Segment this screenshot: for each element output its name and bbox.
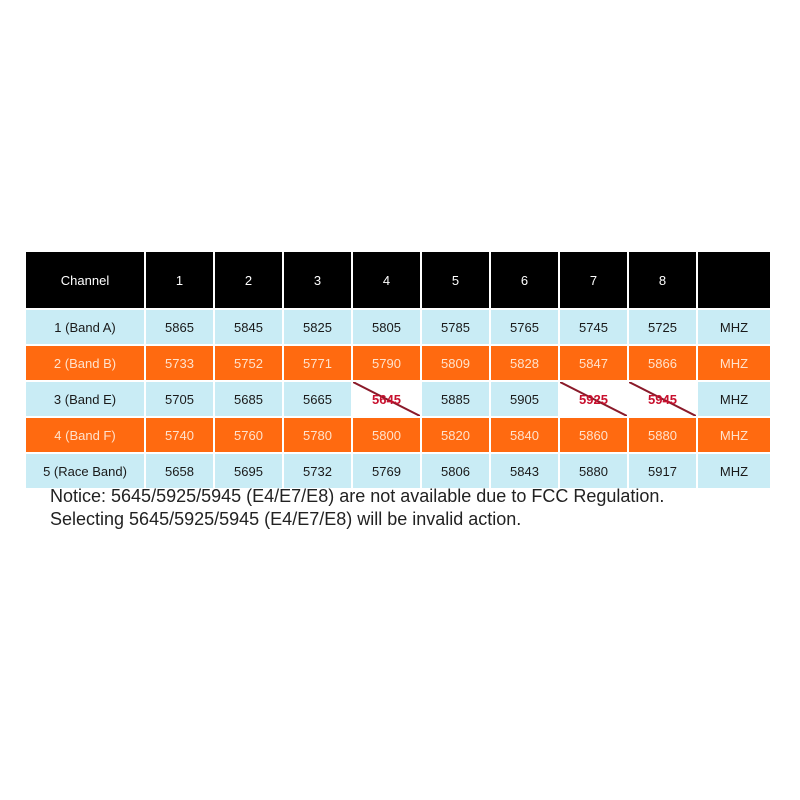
frequency-cell: 5880 — [628, 417, 697, 453]
header-cell — [697, 251, 771, 309]
frequency-cell: 5820 — [421, 417, 490, 453]
frequency-value: 5945 — [648, 391, 677, 407]
frequency-cell: 5880 — [559, 453, 628, 489]
unit-label: MHZ — [697, 453, 771, 489]
frequency-cell: 5828 — [490, 345, 559, 381]
frequency-cell: 5769 — [352, 453, 421, 489]
header-cell: 1 — [145, 251, 214, 309]
frequency-cell: 5843 — [490, 453, 559, 489]
table-row — [25, 453, 771, 489]
header-cell: 2 — [214, 251, 283, 309]
channel-frequency-table — [24, 250, 772, 490]
header-cell: 7 — [559, 251, 628, 309]
frequency-value: 5925 — [579, 391, 608, 407]
frequency-cell: 5765 — [490, 309, 559, 345]
frequency-cell: 5745 — [559, 309, 628, 345]
header-cell: 4 — [352, 251, 421, 309]
frequency-cell: 5740 — [145, 417, 214, 453]
frequency-cell: 5705 — [145, 381, 214, 417]
band-label: 2 (Band B) — [25, 345, 145, 381]
unit-label: MHZ — [697, 345, 771, 381]
frequency-cell: 5885 — [421, 381, 490, 417]
frequency-cell: 5825 — [283, 309, 352, 345]
frequency-cell: 5752 — [214, 345, 283, 381]
table-row — [25, 381, 771, 417]
frequency-cell: 5866 — [628, 345, 697, 381]
frequency-cell: 5665 — [283, 381, 352, 417]
frequency-value: 5645 — [372, 391, 401, 407]
fcc-notice — [50, 485, 664, 531]
header-cell: 6 — [490, 251, 559, 309]
notice-line-1: Notice: 5645/5925/5945 (E4/E7/E8) are not available due to FCC Regulation. — [50, 486, 665, 506]
table-row — [25, 309, 771, 345]
notice-line-2: Selecting 5645/5925/5945 (E4/E7/E8) will be invalid action. — [50, 509, 522, 529]
frequency-cell: 5806 — [421, 453, 490, 489]
frequency-cell: 5771 — [283, 345, 352, 381]
frequency-cell: 5790 — [352, 345, 421, 381]
table-header-row — [25, 251, 771, 309]
table-row — [25, 417, 771, 453]
band-label: 4 (Band F) — [25, 417, 145, 453]
invalid-frequency-cell — [559, 381, 628, 417]
band-label: 3 (Band E) — [25, 381, 145, 417]
invalid-frequency-cell — [352, 381, 421, 417]
frequency-cell: 5780 — [283, 417, 352, 453]
frequency-cell: 5805 — [352, 309, 421, 345]
frequency-cell: 5809 — [421, 345, 490, 381]
invalid-frequency-cell — [628, 381, 697, 417]
frequency-cell: 5785 — [421, 309, 490, 345]
header-cell: Channel — [25, 251, 145, 309]
band-label: 1 (Band A) — [25, 309, 145, 345]
frequency-cell: 5733 — [145, 345, 214, 381]
frequency-cell: 5658 — [145, 453, 214, 489]
frequency-cell: 5917 — [628, 453, 697, 489]
frequency-cell: 5860 — [559, 417, 628, 453]
frequency-cell: 5865 — [145, 309, 214, 345]
header-cell: 5 — [421, 251, 490, 309]
unit-label: MHZ — [697, 309, 771, 345]
band-label: 5 (Race Band) — [25, 453, 145, 489]
frequency-cell: 5695 — [214, 453, 283, 489]
frequency-cell: 5840 — [490, 417, 559, 453]
frequency-cell: 5845 — [214, 309, 283, 345]
frequency-cell: 5800 — [352, 417, 421, 453]
frequency-cell: 5685 — [214, 381, 283, 417]
frequency-cell: 5905 — [490, 381, 559, 417]
unit-label: MHZ — [697, 381, 771, 417]
header-cell: 3 — [283, 251, 352, 309]
frequency-cell: 5847 — [559, 345, 628, 381]
table-row — [25, 345, 771, 381]
header-cell: 8 — [628, 251, 697, 309]
frequency-cell: 5760 — [214, 417, 283, 453]
unit-label: MHZ — [697, 417, 771, 453]
frequency-cell: 5725 — [628, 309, 697, 345]
frequency-cell: 5732 — [283, 453, 352, 489]
